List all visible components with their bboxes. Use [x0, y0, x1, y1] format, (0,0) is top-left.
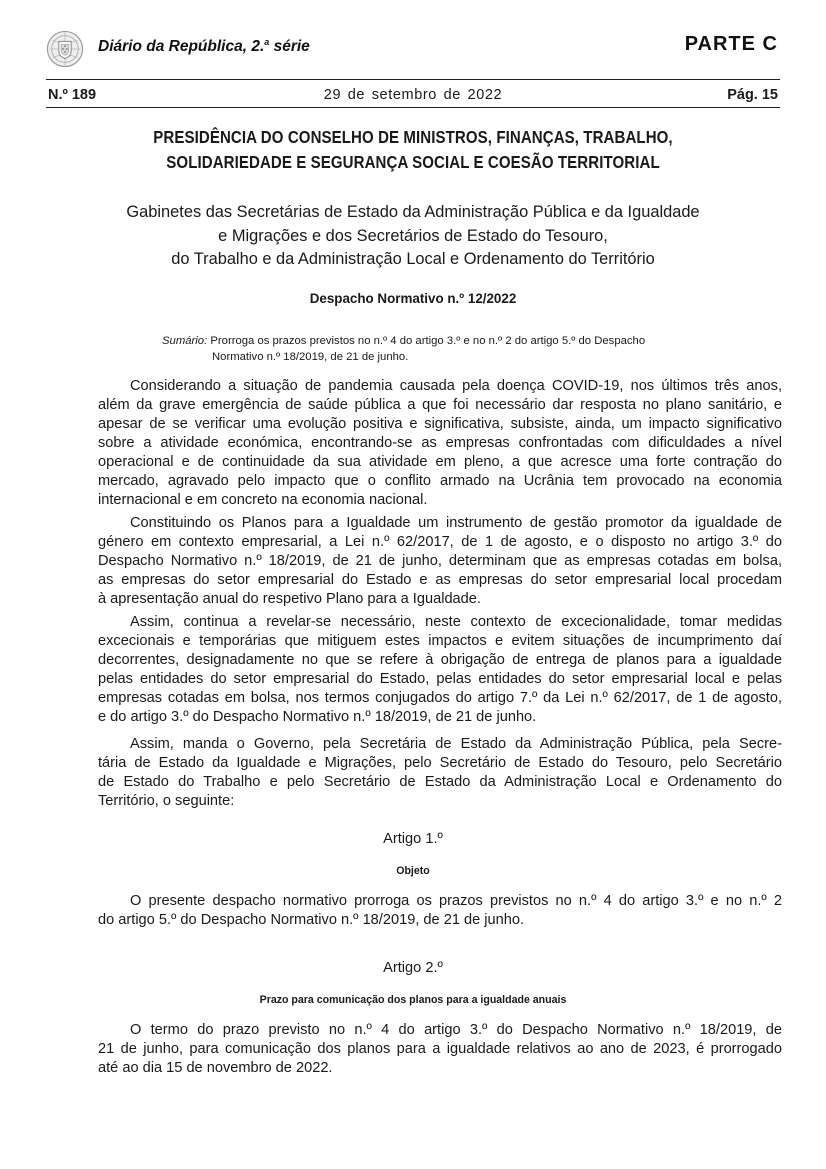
header-rule-bottom	[46, 107, 780, 108]
text-line: sobre a atividade económica, encontrando-se as empresas confrontadas com dificuldades a nível	[98, 435, 782, 451]
publication-name: Diário da República,	[98, 38, 248, 55]
cabinet-line: e Migrações e dos Secretários de Estado do Tesouro,	[218, 226, 608, 245]
text-line: do artigo 5.º do Despacho Normativo n.º 18/2019, de 21 de junho.	[98, 912, 525, 928]
preamble-paragraph	[98, 377, 782, 510]
preamble-paragraph	[98, 613, 782, 727]
article-body	[98, 1021, 782, 1078]
text-line: género em contexto empresarial, a Lei n.º 62/2017, de 1 de agosto, e o disposto no artigo 3.º do	[98, 534, 782, 550]
summary	[162, 334, 722, 365]
text-line: tária de Estado da Igualdade e Migrações, pelo Secretário de Estado do Tesouro, pelo Secretário	[98, 755, 782, 771]
text-line: Despacho Normativo n.º 18/2019, de 21 de junho, determinam que as empresas cotadas em bolsa,	[98, 553, 782, 569]
text-line: O presente despacho normativo prorroga os prazos previstos no n.º 4 do artigo 3.º e no n.º 2	[130, 893, 782, 909]
text-line: Assim, manda o Governo, pela Secretária de Estado da Administração Pública, pela Secre-	[130, 736, 782, 752]
text-line: Considerando a situação de pandemia causada pela doença COVID-19, nos últimos três anos,	[130, 378, 782, 394]
issue-number: N.º 189	[48, 87, 97, 103]
preamble-paragraph	[98, 735, 782, 811]
text-line: 21 de junho, para comunicação dos planos para a igualdade relativos ao ano de 2023, é prorrogado	[98, 1041, 782, 1057]
publication-title	[98, 37, 310, 56]
article-number: Artigo 1.º	[383, 831, 443, 847]
issue-date: 29 de setembro de 2022	[323, 87, 503, 103]
text-line: empresas cotadas em bolsa, nos termos conjugados do artigo 7.º da Lei n.º 62/2017, de 1 de agosto,	[98, 690, 782, 706]
document-title: Despacho Normativo n.º 12/2022	[309, 291, 517, 306]
article-heading: Objeto	[396, 865, 430, 877]
preamble-paragraph	[98, 514, 782, 609]
summary-text: Normativo n.º 18/2019, de 21 de junho.	[212, 350, 409, 363]
article-heading: Prazo para comunicação dos planos para a igualdade anuais	[259, 994, 567, 1006]
header-rule-top	[46, 79, 780, 80]
portuguese-republic-emblem-icon	[46, 30, 84, 68]
page-number: Pág. 15	[727, 87, 778, 103]
text-line: pelas entidades do setor empresarial do Estado, pelas entidades do setor empresarial local e pelas	[98, 671, 782, 687]
text-line: Território, o seguinte:	[98, 793, 235, 809]
series-label: série	[269, 38, 310, 55]
series-number: 2.	[251, 38, 265, 55]
text-line: excecionais e temporárias que mitiguem estes impactos e evitem situações de incumprimento daí	[98, 633, 782, 649]
institution-line: SOLIDARIEDADE E SEGURANÇA SOCIAL E COESÃO TERRITORIAL	[166, 152, 660, 172]
text-line: decorrentes, designadamente no que se refere à obrigação de entrega de planos para a igualdade	[98, 652, 782, 668]
text-line: Assim, continua a revelar-se necessário, neste contexto de excecionalidade, tomar medidas	[130, 614, 782, 630]
cabinet-heading	[0, 201, 826, 272]
cabinet-line: do Trabalho e da Administração Local e Ordenamento do Território	[171, 250, 655, 268]
summary-text: Prorroga os prazos previstos no n.º 4 do artigo 3.º e no n.º 2 do artigo 5.º do Despacho	[210, 335, 646, 347]
article-number: Artigo 2.º	[383, 960, 443, 976]
text-line: Constituindo os Planos para a Igualdade um instrumento de gestão promotor da igualdade de	[130, 515, 782, 531]
article-body	[98, 892, 782, 930]
text-line: mercado, agravado pelo impacto que o conflito armado na Ucrânia tem provocado na economia	[98, 473, 782, 489]
text-line: apesar de se verificar uma evolução positiva e significativa, subsiste, ainda, um impacto significativo	[98, 416, 782, 432]
institution-line: PRESIDÊNCIA DO CONSELHO DE MINISTROS, FINANÇAS, TRABALHO,	[153, 127, 673, 147]
part-label: PARTE C	[684, 33, 778, 55]
text-line: O termo do prazo previsto no n.º 4 do artigo 3.º do Despacho Normativo n.º 18/2019, de	[130, 1022, 782, 1038]
institution-heading	[58, 125, 768, 175]
cabinet-line: Gabinetes das Secretárias de Estado da Administração Pública e da Igualdade	[126, 203, 700, 221]
summary-label: Sumário:	[162, 335, 208, 347]
text-line: além da grave emergência de saúde pública a que foi necessário dar resposta no plano sanitário, e	[98, 397, 782, 413]
text-line: e do artigo 3.º do Despacho Normativo n.º 18/2019, de 21 de junho.	[98, 709, 537, 725]
text-line: até ao dia 15 de novembro de 2022.	[98, 1060, 333, 1076]
text-line: as empresas do setor empresarial do Estado e as empresas do setor empresarial local procedam	[98, 572, 782, 588]
text-line: de Estado do Trabalho e pelo Secretário de Estado da Administração Local e Ordenamento do	[98, 774, 782, 790]
text-line: operacional e de continuidade da sua atividade em pleno, a que acresce uma forte contração do	[98, 454, 782, 470]
text-line: à apresentação anual do respetivo Plano para a Igualdade.	[98, 591, 481, 607]
series-ordinal: a	[264, 37, 270, 47]
text-line: internacional e em concreto na economia nacional.	[98, 492, 428, 508]
